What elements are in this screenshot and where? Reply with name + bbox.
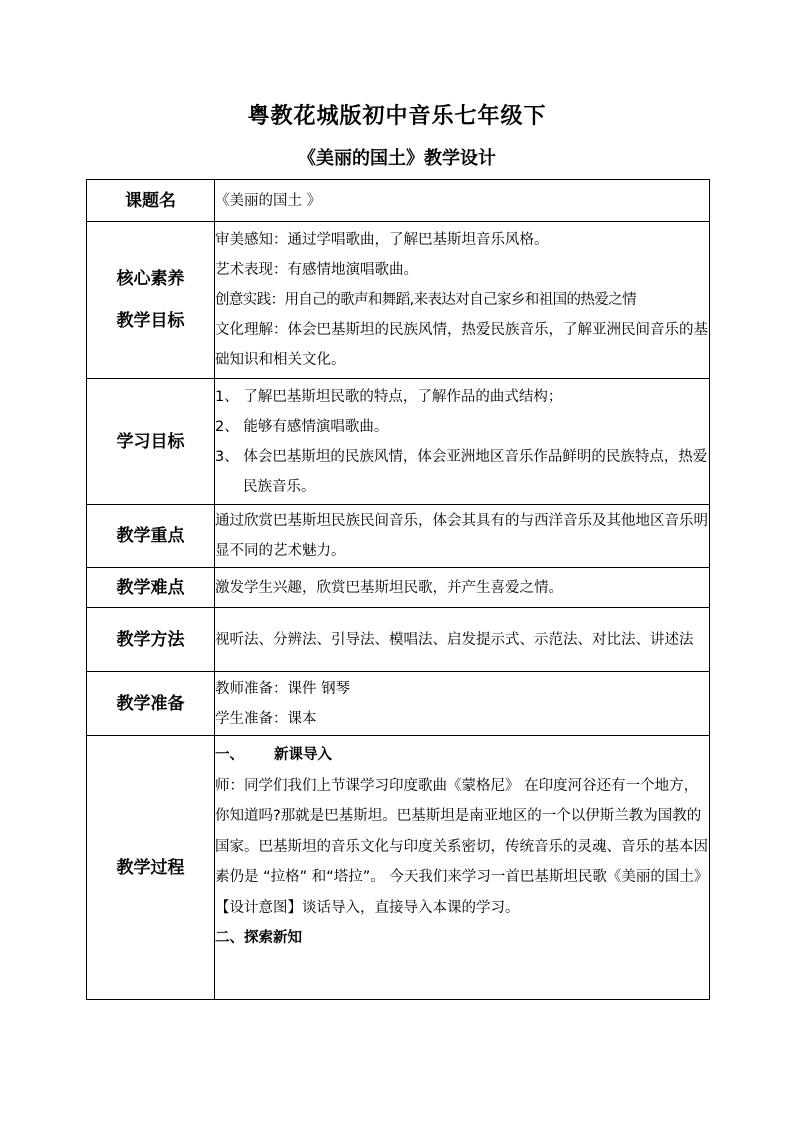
- learning-goal-item: 1、 了解巴基斯坦民歌的特点，了解作品的曲式结构；: [215, 388, 563, 405]
- preparation-label: 教学准备: [87, 672, 215, 736]
- table-row-core-goals: [87, 222, 710, 379]
- learning-goal-item: 2、 能够有感情演唱歌曲。: [215, 418, 389, 435]
- teacher-preparation: 教师准备：课件 钢琴: [215, 680, 351, 697]
- difficulty-content: 激发学生兴趣，欣赏巴基斯坦民歌，并产生喜爱之情。: [215, 568, 710, 608]
- core-goals-label-line2: 教学目标: [116, 311, 185, 331]
- learning-goal-item: 3、 体会巴基斯坦的民族风情，体会亚洲地区音乐作品鲜明的民族特点，热爱民族音乐。: [215, 448, 708, 495]
- key-points-content: 通过欣赏巴基斯坦民族民间音乐，体会其具有的与西洋音乐及其他地区音乐明显不同的艺术魅力。: [215, 505, 710, 568]
- section-heading: [215, 740, 709, 771]
- topic-label: 课题名: [87, 180, 215, 222]
- preparation-content: [215, 672, 710, 736]
- core-goals-label-line1: 核心素养: [116, 269, 185, 289]
- learning-goals-label: 学习目标: [87, 379, 215, 505]
- table-row-key-points: [87, 505, 710, 568]
- document-title: 粤教花城版初中音乐七年级下: [247, 104, 547, 129]
- methods-content: 视听法、分辨法、引导法、模唱法、启发提示式、示范法、对比法、讲述法: [215, 608, 710, 672]
- core-goal-practice: 创意实践：用自己的歌声和舞蹈,来表达对自己家乡和祖国的热爱之情: [215, 292, 637, 308]
- key-points-label: 教学重点: [87, 505, 215, 568]
- intro-paragraph: 师：同学们我们上节课学习印度歌曲《蒙格尼》 在印度河谷还有一个地方，你知道吗?那就是巴基斯坦。巴基斯坦是南亚地区的一个以伊斯兰教为国教的国家。巴基斯坦的音乐文化与印度关系密切，传统音乐的灵魂、音乐的基本因素仍是 “拉格” 和“塔拉”。 今天我们来学习一首巴基斯坦民歌《美丽的国土》: [215, 777, 709, 885]
- student-preparation: 学生准备：课本: [215, 710, 317, 727]
- difficulty-label: 教学难点: [87, 568, 215, 608]
- core-goal-aesthetic: 审美感知：通过学唱歌曲，了解巴基斯坦音乐风格。: [215, 232, 549, 248]
- design-intent: 【设计意图】谈话导入，直接导入本课的学习。: [215, 899, 520, 916]
- process-content: [215, 736, 710, 1000]
- core-goals-content: [215, 222, 710, 379]
- topic-value: 《美丽的国土 》: [215, 180, 710, 222]
- learning-goals-content: [215, 379, 710, 505]
- lesson-plan-table: [86, 179, 710, 1000]
- table-row-learning-goals: [87, 379, 710, 505]
- core-goal-culture: 文化理解：体会巴基斯坦的民族风情，热爱民族音乐，了解亚洲民间音乐的基础知识和相关文化。: [215, 322, 708, 368]
- table-row-process: [87, 736, 710, 1000]
- core-goals-label: [87, 222, 215, 379]
- document-subtitle: 《美丽的国土》教学设计: [298, 148, 496, 169]
- core-goal-expression: 艺术表现：有感情地演唱歌曲。: [215, 262, 418, 278]
- table-row-difficulty: [87, 568, 710, 608]
- section-number: 一、: [215, 747, 244, 763]
- table-row-methods: [87, 608, 710, 672]
- methods-label: 教学方法: [87, 608, 215, 672]
- table-row-preparation: [87, 672, 710, 736]
- process-label: 教学过程: [87, 736, 215, 1000]
- section-title: 新课导入: [274, 747, 332, 763]
- section-heading-explore: 二、探索新知: [215, 930, 302, 946]
- table-row-topic: [87, 180, 710, 222]
